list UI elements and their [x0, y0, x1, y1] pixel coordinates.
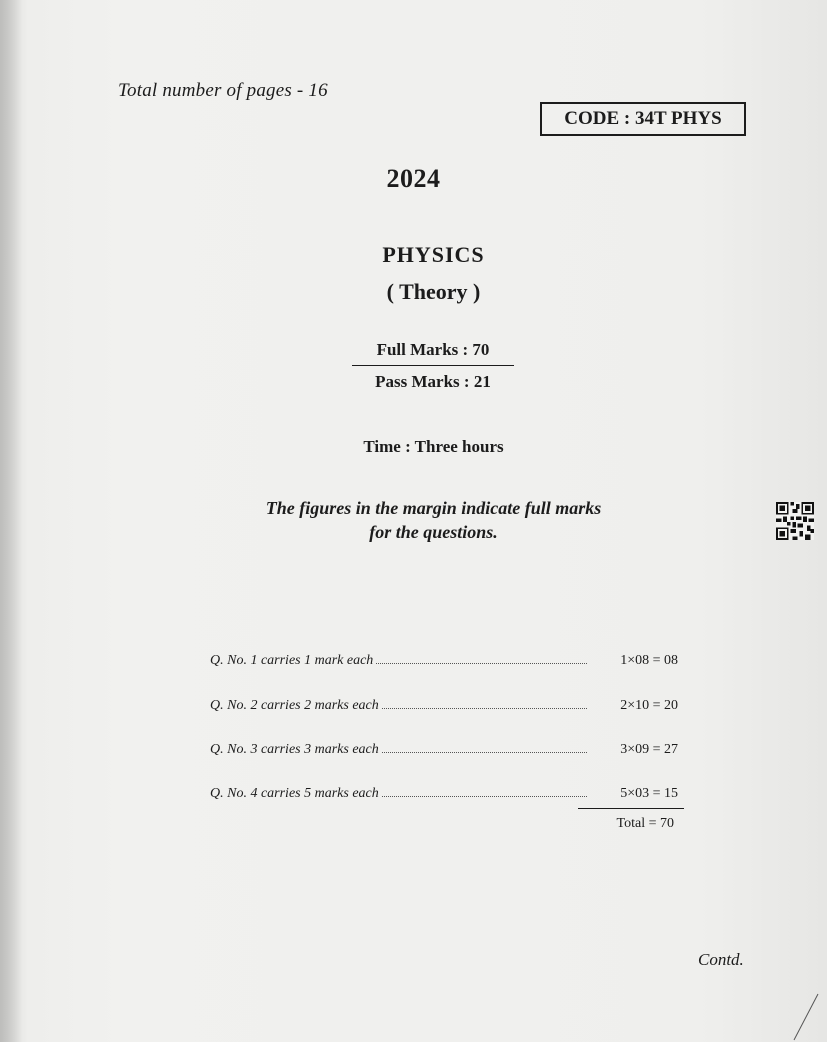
- leader-dots: [376, 651, 587, 664]
- marks-row-label: Q. No. 1 carries 1 mark each: [210, 653, 374, 668]
- subject-title: PHYSICS: [382, 242, 485, 267]
- subject-subtitle: ( Theory ): [386, 279, 481, 304]
- marks-block: [352, 340, 514, 392]
- pass-marks: Pass Marks : 21: [375, 372, 491, 391]
- marks-row-label: Q. No. 3 carries 3 marks each: [210, 742, 379, 757]
- marks-row: [210, 784, 678, 806]
- marks-row-calc: 3×09 = 27: [620, 742, 678, 757]
- leader-dots: [382, 740, 587, 753]
- marks-row: [210, 651, 678, 673]
- marks-row-calc: 5×03 = 15: [620, 786, 678, 801]
- leader-dots: [382, 696, 587, 709]
- full-marks: Full Marks : 70: [352, 340, 514, 366]
- leader-dots: [382, 784, 587, 797]
- marks-row: [210, 740, 678, 762]
- instruction-line-2: for the questions.: [369, 522, 498, 542]
- marks-row-label: Q. No. 4 carries 5 marks each: [210, 786, 379, 801]
- marks-row-calc: 1×08 = 08: [620, 653, 678, 668]
- pen-mark-icon: [790, 992, 820, 1042]
- marks-row: [210, 696, 678, 718]
- instruction-line-1: The figures in the margin indicate full marks: [265, 498, 602, 518]
- qr-code-icon: [776, 502, 814, 540]
- instruction-text: [0, 496, 827, 544]
- continued-note: Contd.: [698, 950, 744, 969]
- subject-code-box: CODE : 34T PHYS: [540, 102, 746, 136]
- marks-row-label: Q. No. 2 carries 2 marks each: [210, 698, 379, 713]
- exam-year: 2024: [386, 164, 441, 193]
- marks-row-calc: 2×10 = 20: [620, 698, 678, 713]
- total-pages-text: Total number of pages - 16: [118, 80, 328, 101]
- exam-time: Time : Three hours: [363, 437, 504, 456]
- total-divider: [578, 808, 684, 809]
- marks-total: Total = 70: [616, 816, 674, 831]
